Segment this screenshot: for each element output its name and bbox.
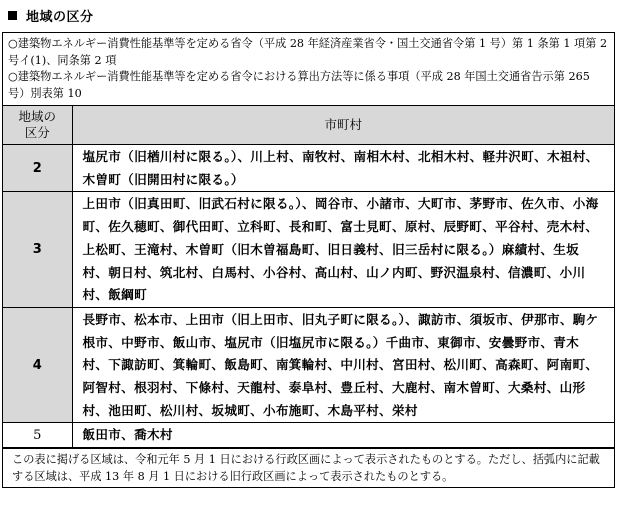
- region-cell: 4: [3, 307, 72, 423]
- region-cell: 5: [3, 423, 72, 448]
- table-row: [3, 423, 614, 448]
- table-note: この表に掲げる区域は、令和元年 5 月 1 日における行政区画によって表示されたものとする。ただし、括弧内に記載する区域は、平成 13 年 8 月 1 日における旧行政区画によって表示されたものとする。: [3, 448, 614, 487]
- region-table: [3, 106, 614, 448]
- table-row: [3, 145, 614, 192]
- page-title: [8, 6, 94, 25]
- header-municipalities: 市町村: [72, 106, 614, 145]
- municipalities-cell: 長野市、松本市、上田市（旧上田市、旧丸子町に限る。）、諏訪市、須坂市、伊那市、駒ケ根市、中野市、飯山市、塩尻市（旧塩尻市に限る。）千曲市、東御市、安曇野市、青木村、下諏訪町、箕輪町、飯島町、南箕輪村、中川村、宮田村、松川町、高森町、阿南町、阿智村、根羽村、下條村、天龍村、泰阜村、豊丘村、大鹿村、南木曽町、大桑村、山形村、池田町、松川村、坂城町、小布施町、木島平村、栄村: [72, 307, 614, 423]
- square-bullet-icon: [8, 11, 17, 20]
- table-row: [3, 307, 614, 423]
- municipalities-cell: 飯田市、喬木村: [72, 423, 614, 448]
- municipalities-cell: 上田市（旧真田町、旧武石村に限る。）、岡谷市、小諸市、大町市、茅野市、佐久市、小海町、佐久穂町、御代田町、立科町、長和町、富士見町、原村、辰野町、平谷村、売木村、上松町、王滝村、木曽町（旧木曽福島町、旧日義村、旧三岳村に限る。）麻績村、生坂村、朝日村、筑北村、白馬村、小谷村、高山村、山ノ内町、野沢温泉村、信濃町、小川村、飯綱町: [72, 192, 614, 308]
- table-row: [3, 192, 614, 308]
- table-header-row: [3, 106, 614, 145]
- reference-line: ○建築物エネルギー消費性能基準等を定める省令（平成 28 年経済産業省令・国土交通省令第 1 号）第 1 条第 1 項第 2 号イ(1)、同条第 2 項: [8, 37, 608, 67]
- region-cell: 2: [3, 145, 72, 192]
- document-frame: [2, 32, 615, 488]
- header-region: 地域の区分: [3, 106, 72, 145]
- region-cell: 3: [3, 192, 72, 308]
- municipalities-cell: 塩尻市（旧楢川村に限る。）、川上村、南牧村、南相木村、北相木村、軽井沢町、木祖村、木曽町（旧開田村に限る。）: [72, 145, 614, 192]
- references-block: [3, 33, 614, 106]
- page-title-text: 地域の区分: [26, 10, 94, 25]
- reference-line: ○建築物エネルギー消費性能基準等を定める省令における算出方法等に係る事項（平成 28 年国土交通省告示第 265 号）別表第 10: [8, 70, 590, 100]
